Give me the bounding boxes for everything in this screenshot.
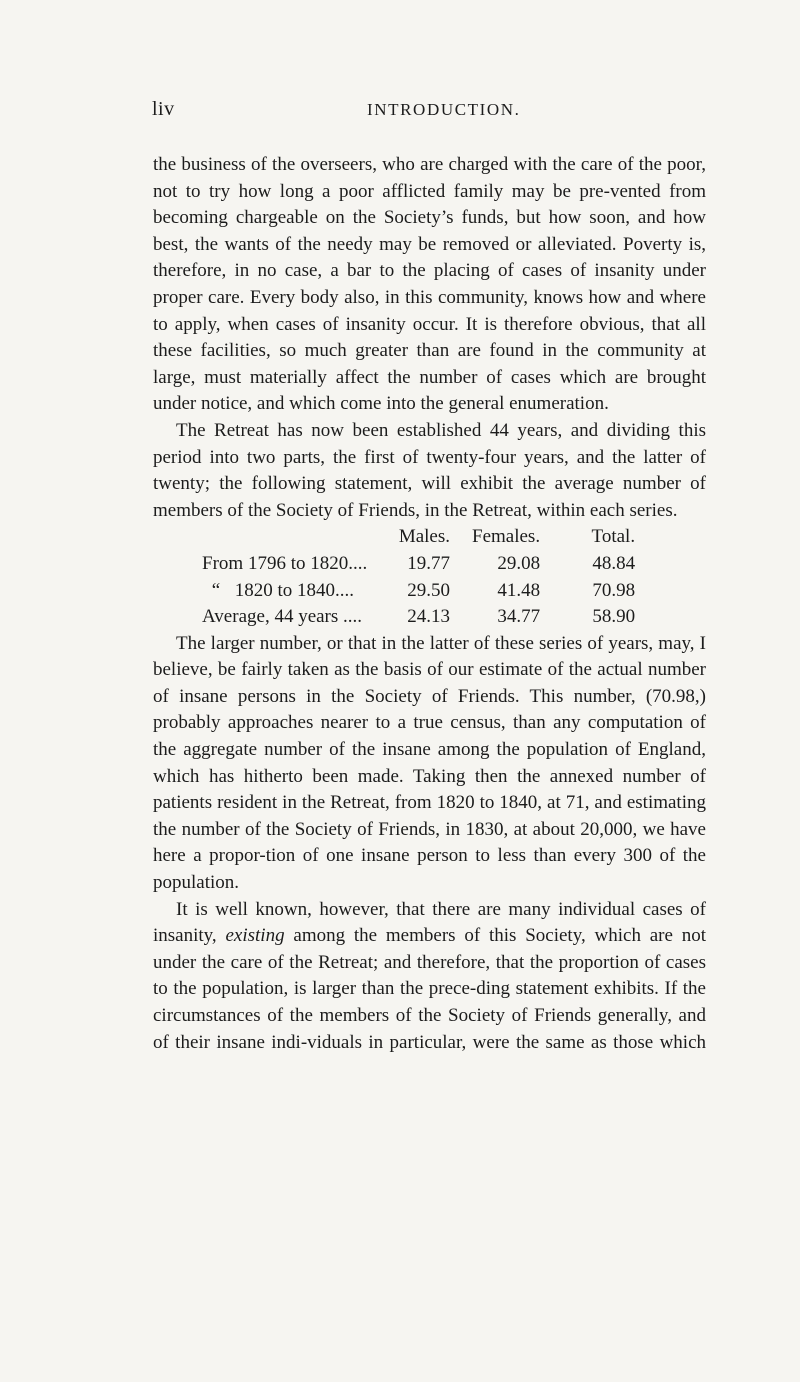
row-period: 1820 to 1840.... — [234, 579, 355, 601]
paragraph-2: The Retreat has now been established 44 years, and dividing this period into two parts, the first of twenty-four years, and the latter of twenty; the following statement, will exhibit the average number of members of the Society of Friends, in the Retreat, within each series. — [153, 419, 706, 521]
running-title: INTRODUCTION. — [367, 100, 521, 119]
table-header-females: Females. — [472, 526, 541, 548]
row-total: 58.90 — [592, 606, 636, 628]
row-females: 29.08 — [497, 552, 541, 574]
paragraph-3: The larger number, or that in the latter of these series of years, may, I believe, be fairly taken as the basis of our estimate of the actual number of insane persons in the Society of Friends. This number, (70.98,) probably approaches nearer to a true census, than any computation of the aggregate number of the insane among the population of England, which has hitherto been made. Taking then the annexed number of patients resident in the Retreat, from 1820 to 1840, at 71, and estimating the number of the Society of Friends, in 1830, at about 20,000, we have here a propor-tion of one insane person to less than every 300 of the population. — [153, 632, 706, 894]
table-row — [202, 604, 635, 631]
series-table — [202, 524, 635, 630]
row-label — [202, 604, 387, 631]
table-header-total: Total. — [591, 526, 636, 548]
row-males: 24.13 — [407, 606, 450, 628]
paragraph-4 — [153, 897, 706, 1057]
running-head — [0, 98, 800, 128]
body-text — [153, 152, 706, 1056]
row-males: 19.77 — [407, 552, 450, 574]
row-total: 70.98 — [592, 579, 636, 601]
row-females: 34.77 — [497, 606, 541, 628]
table-header-males: Males. — [398, 526, 450, 548]
paragraph-4-end: among the members of this Society, which are not under the care of the Retreat; and therefore, that the proportion of cases to the population, is larger than the prece-ding statement exhibits. If the circumstances of the members of the Society of Friends generally, and of their insane indi-viduals in particular, were the same as those which — [153, 925, 707, 1053]
row-period: 1796 to 1820.... — [247, 552, 368, 574]
table-header-blank — [202, 524, 387, 551]
series-table-wrapper — [153, 524, 706, 630]
paragraph-4-start: It is well known, however, that there are many individual cases of insanity, — [153, 898, 706, 947]
ditto-mark: “ — [211, 579, 221, 601]
row-period: Average, 44 years .... — [202, 606, 363, 628]
table-row — [202, 551, 635, 578]
paragraph-1: the business of the overseers, who are charged with the care of the poor, not to try how long a poor afflicted family may be pre-vented from becoming chargeable on the Society’s funds, but how soon, and how best, the wants of the needy may be removed or alleviated. Poverty is, therefore, in no case, a bar to the placing of cases of insanity under proper care. Every body also, in this community, knows how and where to apply, when cases of insanity occur. It is therefore obvious, that all these facilities, so much greater than are found in the community at large, must materially affect the number of cases which are brought under notice, and which come into the general enumeration. — [153, 154, 706, 415]
table-row — [202, 578, 635, 605]
table-header-row — [202, 524, 635, 551]
paragraph-4-emphasis: existing — [225, 925, 285, 947]
row-label — [202, 578, 387, 605]
row-total: 48.84 — [592, 552, 636, 574]
row-females: 41.48 — [497, 579, 541, 601]
row-prefix: From — [202, 552, 244, 574]
page-number: liv — [152, 98, 175, 120]
row-males: 29.50 — [407, 579, 450, 601]
row-label — [202, 551, 387, 578]
